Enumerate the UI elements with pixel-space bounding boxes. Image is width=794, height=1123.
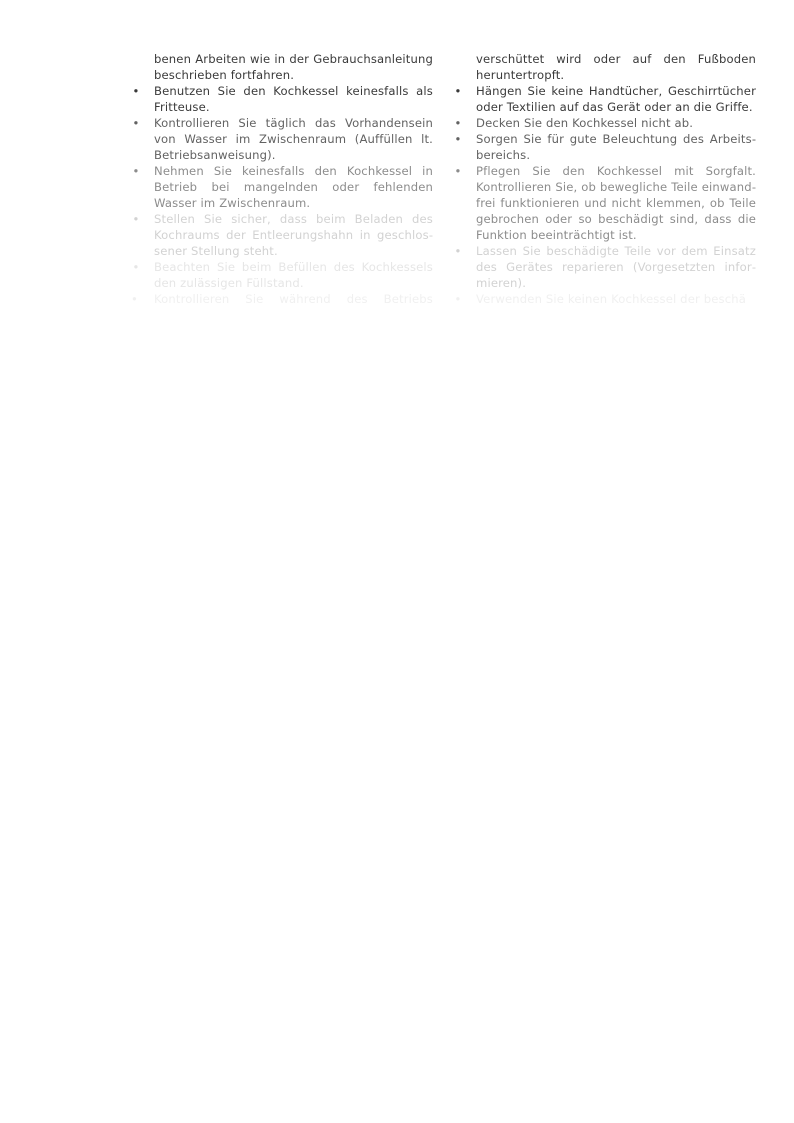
bullet-icon: • <box>132 164 140 178</box>
right-continuation-text: verschüttet wird oder auf den Fußboden heruntertropft. <box>476 52 756 82</box>
list-item <box>132 163 433 211</box>
list-item <box>132 211 433 259</box>
list-item-text: Verwenden Sie keinen Kochkessel der beschä <box>476 292 746 306</box>
list-item <box>132 259 433 291</box>
list-item-text: Kontrollieren Sie täglich das Vorhandensein von Wasser im Zwischenraum (Auffüllen lt. Betriebsanweisung). <box>154 116 433 162</box>
bullet-icon: • <box>454 164 462 178</box>
bullet-icon: • <box>454 116 462 130</box>
right-bullet-list <box>454 83 756 306</box>
right-text-column <box>454 51 756 306</box>
bullet-icon: • <box>454 132 462 146</box>
list-item <box>132 83 433 115</box>
list-item <box>131 291 433 306</box>
left-text-column <box>131 51 433 306</box>
list-item-text: Sorgen Sie für gute Beleuchtung des Arbeitsbereichs. <box>476 132 756 162</box>
list-item-text: Pflegen Sie den Kochkessel mit Sorgfalt. Kontrollieren Sie, ob bewegliche Teile einwandfrei funktionieren und nicht klemmen, ob Teile gebrochen oder so beschädigt sind, dass die Funktion beeinträchtigt ist. <box>476 164 756 242</box>
left-bullet-list <box>131 83 433 306</box>
bullet-icon: • <box>132 260 140 274</box>
bullet-icon: • <box>454 84 462 98</box>
list-item <box>454 131 756 163</box>
list-item-text: Decken Sie den Kochkessel nicht ab. <box>476 116 694 130</box>
bullet-icon: • <box>454 292 462 306</box>
bullet-icon: • <box>132 116 140 130</box>
list-item-text: Kontrollieren Sie während des Betriebs <box>154 292 433 306</box>
list-item-text: Benutzen Sie den Kochkessel keinesfalls als Fritteuse. <box>154 84 433 114</box>
list-item-text: Nehmen Sie keinesfalls den Kochkessel in Betrieb bei mangelnden oder fehlenden Wasser im Zwischenraum. <box>154 164 433 210</box>
left-continuation-text: benen Arbeiten wie in der Gebrauchsanleitung beschrieben fortfahren. <box>154 52 433 82</box>
list-item-text: Beachten Sie beim Befüllen des Kochkessels den zulässigen Füllstand. <box>154 260 433 290</box>
list-item <box>132 115 433 163</box>
list-item <box>454 163 756 243</box>
bullet-icon: • <box>132 212 140 226</box>
list-item-text: Stellen Sie sicher, dass beim Beladen des Kochraums der Entleerungshahn in geschlossener Stellung steht. <box>154 212 433 258</box>
list-item <box>454 83 756 115</box>
bullet-icon: • <box>454 244 462 258</box>
list-item <box>454 243 756 291</box>
bullet-icon: • <box>131 292 138 306</box>
list-item <box>454 115 756 131</box>
bullet-icon: • <box>132 84 140 98</box>
list-item-text: Hängen Sie keine Handtücher, Geschirrtücher oder Textilien auf das Gerät oder an die Griffe. <box>476 84 756 114</box>
list-item-text: Lassen Sie beschädigte Teile vor dem Einsatz des Gerätes reparieren (Vorgesetzten informieren). <box>476 244 756 290</box>
list-item <box>454 291 756 306</box>
